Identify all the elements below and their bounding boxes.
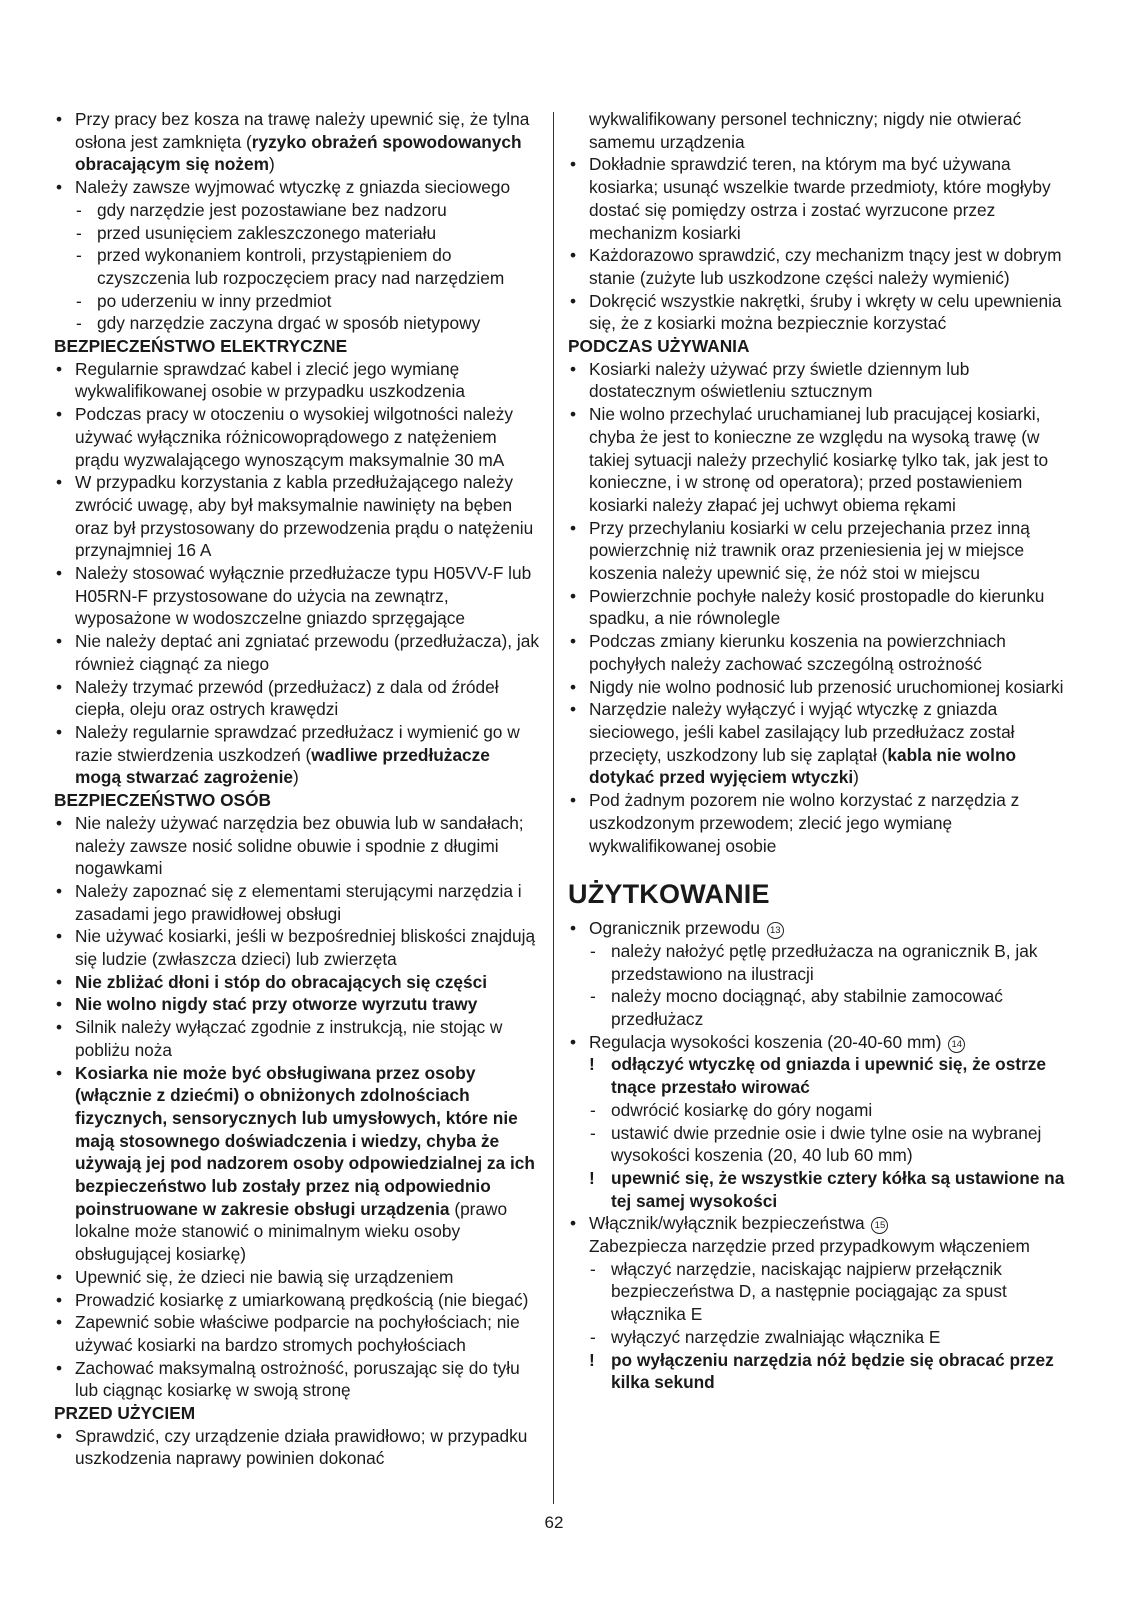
sub-item [568, 1099, 1074, 1122]
sub-item [54, 290, 540, 313]
sub-item [568, 985, 1074, 1030]
text-run: Zapewnić sobie właściwe podparcie na pochyłościach; nie używać kosiarki na bardzo stromych pochyłościach [75, 1312, 520, 1355]
text-run: należy mocno dociągnąć, aby stabilnie zamocować przedłużacz [611, 986, 1003, 1030]
text-run: BEZPIECZEŃSTWO ELEKTRYCZNE [54, 336, 348, 357]
sub-item [568, 1326, 1074, 1349]
bullet-item [54, 108, 540, 176]
bullet-item [54, 971, 540, 994]
paragraph [568, 1235, 1074, 1258]
text-run: po wyłączeniu narzędzia nóż będzie się obracać przez kilka sekund [611, 1349, 1054, 1393]
bullet-item [54, 993, 540, 1016]
text-run: kabla nie wolno dotykać przed wyjęciem wtyczki [589, 744, 1017, 788]
text-run: Nigdy nie wolno podnosić lub przenosić uruchomionej kosiarki [589, 676, 1064, 697]
text-run: Kosiarka nie może być obsługiwana przez osoby (włącznie z dziećmi) o obniżonych zdolnościach fizycznych, sensorycznych lub umysłowych, które nie mają stosownego doświadczenia i wiedzy, chyba że używają jej pod nadzorem osoby odpowiedzialnej za ich bezpieczeństwo lub zostały przez nią odpowiednio poinstruowane w zakresie obsługi urządzenia [75, 1062, 535, 1219]
figure-reference-number: 15 [871, 1217, 888, 1234]
text-run: Podczas zmiany kierunku koszenia na powierzchniach pochyłych należy zachować szczególną ostrożność [589, 631, 1006, 674]
bullet-item [54, 471, 540, 562]
bullet-item [54, 176, 540, 199]
text-run: ) [293, 767, 299, 788]
bullet-item [54, 1016, 540, 1061]
text-run: Kosiarki należy używać przy świetle dziennym lub dostatecznym oświetleniu sztucznym [589, 358, 970, 402]
bullet-item [568, 403, 1074, 517]
section-heading [54, 789, 540, 812]
bullet-item [568, 698, 1074, 789]
section-title [568, 877, 1074, 911]
bullet-item [568, 244, 1074, 289]
sub-item [54, 244, 540, 289]
section-heading [568, 335, 1074, 358]
text-run: Nie zbliżać dłoni i stóp do obracających się części [75, 971, 488, 992]
text-run: PRZED UŻYCIEM [54, 1403, 196, 1424]
text-run: gdy narzędzie zaczyna drgać w sposób nietypowy [97, 313, 481, 334]
bullet-item [568, 789, 1074, 857]
text-run: przed wykonaniem kontroli, przystąpieniem do czyszczenia lub rozpoczęciem pracy nad narzędziem [97, 245, 505, 288]
text-run: (prawo lokalne może stanowić o minimalnym wieku osoby obsługującej kosiarkę) [75, 1198, 508, 1265]
sub-item [568, 1122, 1074, 1167]
right-column [568, 108, 1074, 1394]
bullet-item [568, 585, 1074, 630]
sub-item [54, 312, 540, 335]
sub-item [568, 1258, 1074, 1326]
text-run: Nie wolno nigdy stać przy otworze wyrzutu trawy [75, 994, 478, 1015]
bullet-item [54, 1266, 540, 1289]
warning-item [568, 1053, 1074, 1098]
bullet-item [54, 1311, 540, 1356]
text-run: PODCZAS UŻYWANIA [568, 336, 750, 357]
text-run: Powierzchnie pochyłe należy kosić prostopadle do kierunku spadku, a nie równolegle [589, 585, 1045, 629]
bullet-item [568, 290, 1074, 335]
text-run: Przy przechylaniu kosiarki w celu przejechania przez inną powierzchnię niż trawnik oraz przeniesienia jej w miejsce koszenia należy upewnić się, że nóż stoi w miejscu [589, 517, 1030, 584]
bullet-item [54, 1062, 540, 1266]
warning-item [568, 1349, 1074, 1394]
text-run: ) [269, 154, 275, 175]
figure-reference-number: 13 [767, 922, 784, 939]
text-run: ) [853, 767, 859, 788]
text-run: Każdorazowo sprawdzić, czy mechanizm tnący jest w dobrym stanie (zużyte lub uszkodzone części należy wymienić) [589, 245, 1062, 288]
text-run: Włącznik/wyłącznik bezpieczeństwa [589, 1213, 870, 1234]
bullet-item [54, 1357, 540, 1402]
text-run: Regularnie sprawdzać kabel i zlecić jego wymianę wykwalifikowanej osobie w przypadku uszkodzenia [75, 358, 465, 402]
bullet-item [54, 721, 540, 789]
text-run: Nie należy deptać ani zgniatać przewodu (przedłużacza), jak również ciągnąć za niego [75, 631, 539, 674]
text-run: Sprawdzić, czy urządzenie działa prawidłowo; w przypadku uszkodzenia naprawy powinien dokonać [75, 1425, 528, 1469]
sub-item [54, 199, 540, 222]
text-run: W przypadku korzystania z kabla przedłużającego należy zwrócić uwagę, aby był maksymalnie nawinięty na bęben oraz był przystosowany do przewodzenia prądu o natężeniu przynajmniej 16 A [75, 472, 534, 561]
text-run: wyłączyć narzędzie zwalniając włącznika E [611, 1326, 941, 1347]
text-run: Należy stosować wyłącznie przedłużacze typu H05VV-F lub H05RN-F przystosowane do użycia na zewnątrz, wyposażone w wodoszczelne gniazdo sprzęgające [75, 563, 532, 629]
text-run: Przy pracy bez kosza na trawę należy upewnić się, że tylna osłona jest zamknięta ( [75, 109, 530, 152]
text-run: upewnić się, że wszystkie cztery kółka są ustawione na tej samej wysokości [611, 1167, 1065, 1211]
text-run: UŻYTKOWANIE [568, 879, 770, 910]
column-divider [553, 112, 554, 1504]
bullet-item [54, 403, 540, 471]
text-run: Silnik należy wyłączać zgodnie z instrukcją, nie stojąc w pobliżu noża [75, 1017, 503, 1060]
text-run: BEZPIECZEŃSTWO OSÓB [54, 790, 271, 811]
text-run: Należy zapoznać się z elementami sterującymi narzędzia i zasadami jego prawidłowej obsługi [75, 880, 522, 924]
bullet-item [54, 1425, 540, 1470]
text-run: wykwalifikowany personel techniczny; nigdy nie otwierać samemu urządzenia [589, 109, 1022, 152]
text-run: Nie należy używać narzędzia bez obuwia lub w sandałach; należy zawsze nosić solidne obuwie i spodnie z długimi nogawkami [75, 812, 524, 879]
figure-reference-number: 14 [948, 1036, 965, 1053]
text-run: Zabezpiecza narzędzie przed przypadkowym włączeniem [589, 1236, 1030, 1257]
text-run: Należy trzymać przewód (przedłużacz) z dala od źródeł ciepła, oleju oraz ostrych krawędzi [75, 676, 499, 720]
bullet-item [54, 812, 540, 880]
text-run: Podczas pracy w otoczeniu o wysokiej wilgotności należy używać wyłącznika różnicowoprądowego z natężeniem prądu wyzwalającego wynoszącym maksymalnie 30 mA [75, 404, 513, 470]
bullet-item [568, 630, 1074, 675]
text-run: odwrócić kosiarkę do góry nogami [611, 1099, 873, 1120]
text-run: ustawić dwie przednie osie i dwie tylne osie na wybranej wysokości koszenia (20, 40 lub 60 mm) [611, 1122, 1042, 1166]
text-run: Pod żadnym pozorem nie wolno korzystać z narzędzia z uszkodzonym przewodem; zlecić jego wymianę wykwalifikowanej osobie [589, 790, 1020, 856]
text-run: gdy narzędzie jest pozostawiane bez nadzoru [97, 199, 447, 220]
text-run: Dokładnie sprawdzić teren, na którym ma być używana kosiarka; usunąć wszelkie twarde przedmioty, które mogłyby dostać się pomiędzy ostrza i zostać wyrzucone przez mechanizm kosiarki [589, 154, 1051, 243]
warning-item [568, 1167, 1074, 1212]
text-run: przed usunięciem zakleszczonego materiału [97, 222, 437, 243]
text-run: Ogranicznik przewodu [589, 918, 765, 939]
text-run: Upewnić się, że dzieci nie bawią się urządzeniem [75, 1266, 454, 1287]
bullet-item [54, 562, 540, 630]
text-run: Regulacja wysokości koszenia (20-40-60 mm) [589, 1031, 947, 1052]
text-run: Należy zawsze wyjmować wtyczkę z gniazda sieciowego [75, 177, 511, 198]
bullet-item [568, 517, 1074, 585]
bullet-item [54, 676, 540, 721]
bullet-item [568, 153, 1074, 244]
bullet-item [54, 630, 540, 675]
text-run: włączyć narzędzie, naciskając najpierw przełącznik bezpieczeństwa D, a następnie pociągając za spust włącznika E [611, 1258, 1007, 1325]
bullet-item [54, 925, 540, 970]
bullet-item [54, 358, 540, 403]
bullet-item [568, 358, 1074, 403]
bullet-item [568, 917, 1074, 940]
text-run: Zachować maksymalną ostrożność, poruszając się do tyłu lub ciągnąc kosiarkę w swoją stronę [75, 1357, 520, 1401]
text-run: odłączyć wtyczkę od gniazda i upewnić się, że ostrze tnące przestało wirować [611, 1054, 1047, 1098]
section-heading [54, 1402, 540, 1425]
bullet-item [568, 1212, 1074, 1235]
text-run: ryzyko obrażeń spowodowanych obracającym się nożem [75, 131, 522, 175]
text-run: Dokręcić wszystkie nakrętki, śruby i wkręty w celu upewnienia się, że z kosiarki można bezpiecznie korzystać [589, 290, 1062, 334]
paragraph [568, 108, 1074, 153]
bullet-item [568, 1031, 1074, 1054]
text-run: należy nałożyć pętlę przedłużacza na ogranicznik B, jak przedstawiono na ilustracji [611, 940, 1038, 984]
text-run: wadliwe przedłużacze mogą stwarzać zagrożenie [75, 744, 490, 788]
sub-item [568, 940, 1074, 985]
bullet-item [54, 880, 540, 925]
text-run: Nie wolno przechylać uruchamianej lub pracującej kosiarki, chyba że jest to konieczne ze względu na wysoką trawę (w takiej sytuacji należy przechylić kosiarkę tylko tak, jak jest to konieczne, i w stronę od operatora); przed postawieniem kosiarki należy złapać jej uchwyt obiema rękami [589, 404, 1049, 515]
text-run: Nie używać kosiarki, jeśli w bezpośredniej bliskości znajdują się ludzie (zwłaszcza dzieci) lub zwierzęta [75, 926, 536, 970]
sub-item [54, 222, 540, 245]
left-column [54, 108, 540, 1470]
bullet-item [568, 676, 1074, 699]
section-heading [54, 335, 540, 358]
text-run: Prowadzić kosiarkę z umiarkowaną prędkością (nie biegać) [75, 1289, 529, 1310]
bullet-item [54, 1289, 540, 1312]
text-run: po uderzeniu w inny przedmiot [97, 290, 332, 311]
page-number: 62 [544, 1513, 564, 1532]
text-run: Należy regularnie sprawdzać przedłużacz i wymienić go w razie stwierdzenia uszkodzeń ( [75, 721, 520, 765]
text-run: Narzędzie należy wyłączyć i wyjąć wtyczkę z gniazda sieciowego, jeśli kabel zasilający lub przedłużacz został przecięty, uszkodzony lub się zaplątał ( [589, 699, 1015, 765]
